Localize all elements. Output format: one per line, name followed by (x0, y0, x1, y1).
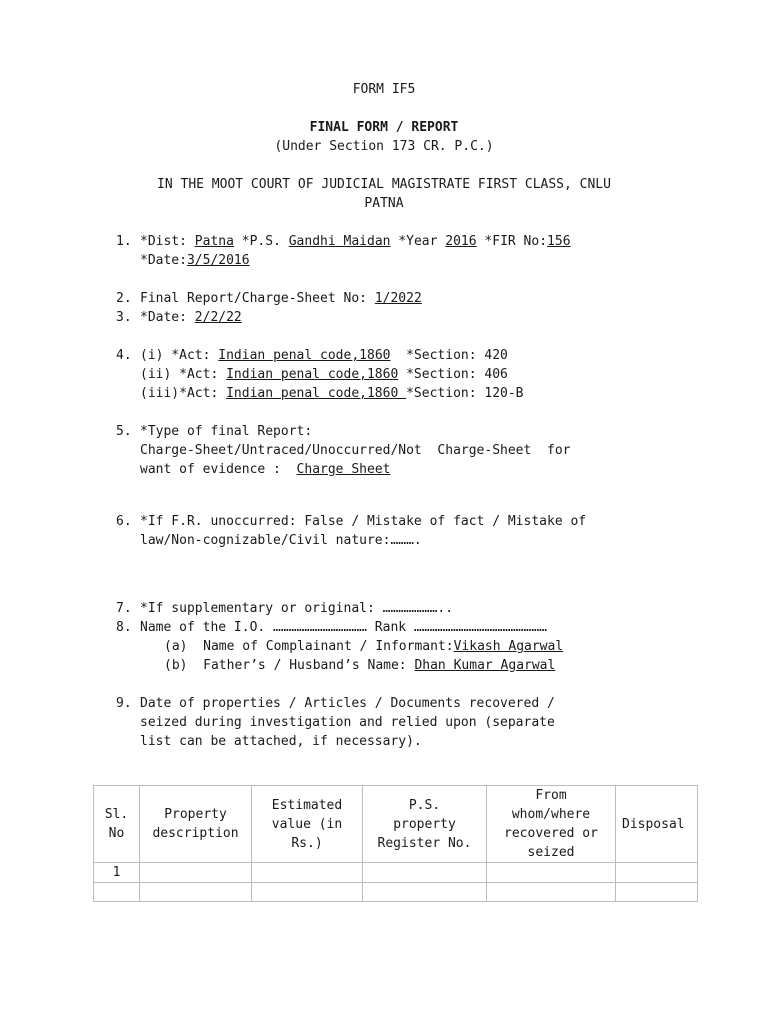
properties-line3: list can be attached, if necessary). (140, 734, 422, 749)
item-3-line (140, 308, 242, 327)
ps-label: *P.S. (233, 234, 289, 249)
header-estimated-value: Estimated value (in Rs.) (252, 786, 363, 863)
table-header-row (94, 786, 698, 863)
act-section: *Section: 406 (406, 367, 508, 382)
header-property-description: Property description (140, 786, 252, 863)
form-title: FINAL FORM / REPORT (309, 120, 459, 135)
act-name: Indian penal code,1860 (226, 367, 399, 382)
header-ps-register-no: P.S. property Register No. (363, 786, 487, 863)
act-row-2 (140, 365, 508, 384)
item-2-number: 2. (116, 291, 132, 306)
act-row-3 (140, 384, 524, 403)
act-name: Indian penal code,1860 (226, 386, 407, 401)
report-type-options: Charge-Sheet/Untraced/Unoccurred/Not Charge-Sheet for (140, 443, 571, 458)
header-recovered-from: From whom/where recovered or seized (487, 786, 616, 863)
item-5-number: 5. (116, 424, 132, 439)
item-9-number: 9. (116, 696, 132, 711)
item-1-line2 (140, 251, 250, 270)
complainant-value: Vikash Agarwal (453, 639, 564, 654)
father-name-value: Dhan Kumar Agarwal (414, 658, 556, 673)
header-sl-no: Sl. No (94, 786, 140, 863)
act-row-prefix: (ii) *Act: (140, 367, 227, 382)
table-cell (487, 883, 616, 902)
table-row (94, 863, 698, 883)
table-cell (94, 883, 140, 902)
form-subtitle: (Under Section 173 CR. P.C.) (274, 139, 494, 154)
act-row-1 (140, 346, 508, 365)
unoccurred-line1: *If F.R. unoccurred: False / Mistake of fact / Mistake of (140, 514, 587, 529)
court-heading-line2: PATNA (364, 196, 404, 211)
unoccurred-line2: law/Non-cognizable/Civil nature:………. (140, 533, 422, 548)
item-8-number: 8. (116, 620, 132, 635)
io-name-line: Name of the I.O. ……………………………… Rank …………………………………………… (140, 620, 547, 635)
report-no-value: 1/2022 (374, 291, 422, 306)
act-gap (398, 367, 406, 382)
fir-value: 156 (547, 234, 571, 249)
act-name: Indian penal code,1860 (218, 348, 391, 363)
item-2-line (140, 289, 422, 308)
supplementary-line: *If supplementary or original: ………………….. (140, 601, 454, 616)
item-7-number: 7. (116, 601, 132, 616)
dist-label: *Dist: (140, 234, 195, 249)
table-cell (252, 863, 363, 883)
father-name-line (164, 656, 555, 675)
table-cell (363, 863, 487, 883)
table-cell (140, 863, 252, 883)
table-cell (487, 863, 616, 883)
dist-value: Patna (194, 234, 234, 249)
complainant-label: (a) Name of Complainant / Informant: (164, 639, 454, 654)
act-row-prefix: (iii)*Act: (140, 386, 227, 401)
table-row (94, 883, 698, 902)
report-date-value: 2/2/22 (194, 310, 242, 325)
ps-value: Gandhi Maidan (288, 234, 391, 249)
father-name-label: (b) Father’s / Husband’s Name: (164, 658, 415, 673)
act-section: *Section: 420 (406, 348, 508, 363)
court-heading-line1: IN THE MOOT COURT OF JUDICIAL MAGISTRATE FIRST CLASS, CNLU (157, 177, 611, 192)
table-cell (140, 883, 252, 902)
year-value: 2016 (445, 234, 477, 249)
item-6-number: 6. (116, 514, 132, 529)
evidence-label: want of evidence : (140, 462, 297, 477)
report-no-label: Final Report/Charge-Sheet No: (140, 291, 375, 306)
report-date-label: *Date: (140, 310, 195, 325)
form-code: FORM IF5 (352, 82, 416, 97)
item-4-number: 4. (116, 348, 132, 363)
report-type-value: Charge Sheet (296, 462, 391, 477)
act-row-prefix: (i) *Act: (140, 348, 219, 363)
item-1-number: 1. (116, 234, 132, 249)
property-table (93, 785, 698, 902)
properties-line1: Date of properties / Articles / Documents recovered / (140, 696, 555, 711)
header-disposal: Disposal (616, 786, 698, 863)
table-cell (616, 863, 698, 883)
item-3-number: 3. (116, 310, 132, 325)
report-type-label: *Type of final Report: (140, 424, 313, 439)
report-type-line3 (140, 460, 390, 479)
fir-label: *FIR No: (476, 234, 548, 249)
year-label: *Year (390, 234, 446, 249)
complainant-line (164, 637, 563, 656)
act-gap (390, 348, 406, 363)
item-1-line1 (140, 232, 571, 251)
date-label: *Date: (140, 253, 187, 268)
act-section: *Section: 120-B (406, 386, 524, 401)
table-cell (363, 883, 487, 902)
table-cell (252, 883, 363, 902)
fir-date-value: 3/5/2016 (186, 253, 250, 268)
table-cell: 1 (94, 863, 140, 883)
properties-line2: seized during investigation and relied upon (separate (140, 715, 555, 730)
table-cell (616, 883, 698, 902)
